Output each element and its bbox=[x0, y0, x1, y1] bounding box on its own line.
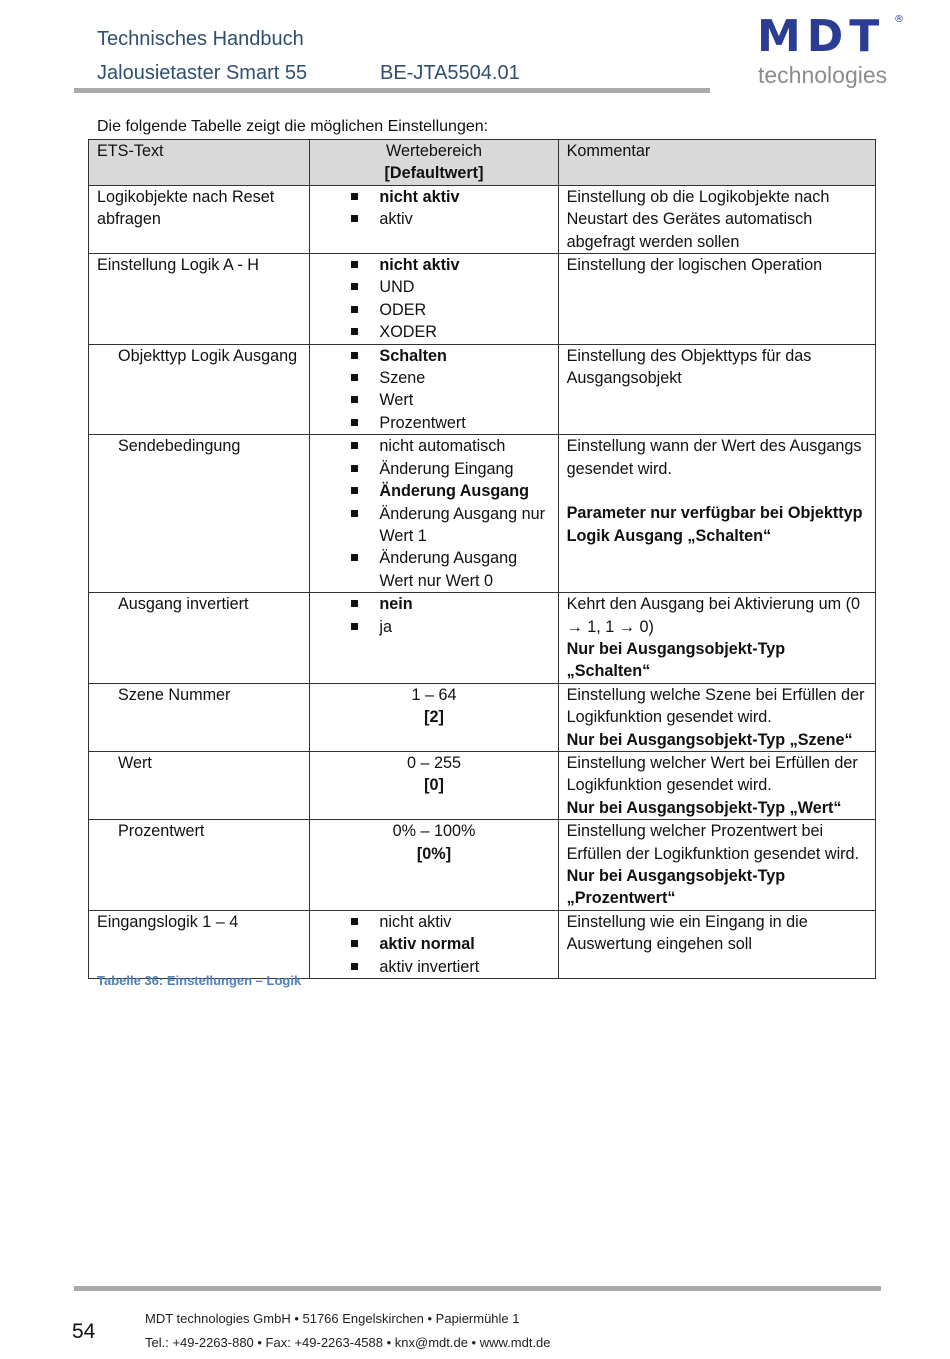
ets-cell: Szene Nummer bbox=[89, 683, 310, 751]
range-cell bbox=[310, 185, 558, 253]
table-row bbox=[89, 593, 876, 684]
option-item: nicht automatisch bbox=[318, 435, 549, 457]
comment-cell: Einstellung ob die Logikobjekte nach Neustart des Gerätes automatisch abgefragt werden sollen bbox=[558, 185, 875, 253]
range-cell bbox=[310, 683, 558, 751]
option-item: aktiv normal bbox=[318, 933, 549, 955]
range-value: 0% – 100% bbox=[392, 822, 476, 841]
option-item: nicht aktiv bbox=[318, 186, 549, 208]
header-ets-text: ETS-Text bbox=[89, 140, 310, 186]
range-cell bbox=[310, 254, 558, 345]
range-cell bbox=[310, 820, 558, 911]
table-row bbox=[89, 344, 876, 435]
comment-text: Einstellung wann der Wert des Ausgangs gesendet wird. bbox=[566, 437, 862, 478]
ets-cell: Prozentwert bbox=[89, 820, 310, 911]
ets-cell: Ausgang invertiert bbox=[89, 593, 310, 684]
footer-divider bbox=[74, 1286, 881, 1291]
range-cell bbox=[310, 344, 558, 435]
range-value: 0 – 255 bbox=[407, 753, 462, 772]
comment-cell bbox=[558, 435, 875, 593]
header-default-label: [Defaultwert] bbox=[384, 164, 484, 183]
range-cell bbox=[310, 751, 558, 819]
option-item: Schalten bbox=[318, 345, 549, 367]
table-row bbox=[89, 910, 876, 978]
comment-text: Kehrt den Ausgang bei Aktivierung um (0 → 1, 1 → 0) bbox=[566, 595, 860, 636]
logo-mark: MDT bbox=[757, 11, 886, 62]
option-item: Änderung Eingang bbox=[318, 458, 549, 480]
default-value: [0%] bbox=[416, 844, 452, 863]
ets-cell: Objekttyp Logik Ausgang bbox=[89, 344, 310, 435]
option-item: nein bbox=[318, 593, 549, 615]
table-row bbox=[89, 683, 876, 751]
comment-note: Nur bei Ausgangsobjekt-Typ „Schalten“ bbox=[566, 639, 786, 681]
header-product: Jalousietaster Smart 55 bbox=[97, 62, 308, 84]
table-row bbox=[89, 254, 876, 345]
range-value: 1 – 64 bbox=[411, 685, 457, 704]
footer-address: MDT technologies GmbH • 51766 Engelskirchen • Papiermühle 1 bbox=[145, 1311, 520, 1326]
option-item: Änderung Ausgang nur Wert 1 bbox=[318, 503, 549, 548]
page-number: 54 bbox=[72, 1320, 96, 1343]
option-item: Wert bbox=[318, 389, 549, 411]
comment-cell bbox=[558, 820, 875, 911]
option-item: nicht aktiv bbox=[318, 911, 549, 933]
option-item: Änderung Ausgang Wert nur Wert 0 bbox=[318, 547, 549, 592]
comment-cell bbox=[558, 593, 875, 684]
range-cell bbox=[310, 435, 558, 593]
comment-note: Parameter nur verfügbar bei Objekttyp Logik Ausgang „Schalten“ bbox=[566, 504, 863, 545]
ets-cell: Logikobjekte nach Reset abfragen bbox=[89, 185, 310, 253]
default-value: [0] bbox=[424, 776, 444, 795]
intro-text: Die folgende Tabelle zeigt die möglichen Einstellungen: bbox=[97, 118, 489, 135]
comment-note: Nur bei Ausgangsobjekt-Typ „Wert“ bbox=[566, 798, 842, 817]
table-row bbox=[89, 435, 876, 593]
option-item: aktiv invertiert bbox=[318, 956, 549, 978]
table-row bbox=[89, 185, 876, 253]
header-title: Technisches Handbuch bbox=[97, 28, 304, 50]
range-cell bbox=[310, 910, 558, 978]
option-item: Änderung Ausgang bbox=[318, 480, 549, 502]
table-caption: Tabelle 36: Einstellungen – Logik bbox=[97, 973, 302, 988]
header-divider bbox=[74, 88, 710, 93]
ets-cell: Eingangslogik 1 – 4 bbox=[89, 910, 310, 978]
logo-subtitle: technologies bbox=[758, 62, 888, 88]
header-value-range-label: Wertebereich bbox=[386, 142, 482, 160]
mdt-logo bbox=[757, 11, 907, 94]
comment-note: Nur bei Ausgangsobjekt-Typ „Szene“ bbox=[566, 730, 853, 749]
comment-cell bbox=[558, 683, 875, 751]
header-code: BE-JTA5504.01 bbox=[380, 62, 520, 84]
footer-contact: Tel.: +49-2263-880 • Fax: +49-2263-4588 • knx@mdt.de • www.mdt.de bbox=[145, 1335, 551, 1350]
settings-table bbox=[88, 139, 876, 979]
option-item: ja bbox=[318, 616, 549, 638]
comment-text: Einstellung welcher Prozentwert bei Erfüllen der Logikfunktion gesendet wird. bbox=[566, 822, 860, 863]
option-item: UND bbox=[318, 276, 549, 298]
header-value-range bbox=[310, 140, 558, 186]
ets-cell: Wert bbox=[89, 751, 310, 819]
comment-cell: Einstellung wie ein Eingang in die Auswertung eingehen soll bbox=[558, 910, 875, 978]
table-header-row bbox=[89, 140, 876, 186]
ets-cell: Einstellung Logik A - H bbox=[89, 254, 310, 345]
option-item: XODER bbox=[318, 321, 549, 343]
logo-registered: ® bbox=[894, 14, 904, 25]
table-row bbox=[89, 820, 876, 911]
range-cell bbox=[310, 593, 558, 684]
option-item: Prozentwert bbox=[318, 412, 549, 434]
comment-note: Nur bei Ausgangsobjekt-Typ „Prozentwert“ bbox=[566, 867, 786, 908]
default-value: [2] bbox=[424, 708, 444, 727]
option-item: ODER bbox=[318, 299, 549, 321]
spacer bbox=[567, 480, 867, 502]
option-item: Szene bbox=[318, 367, 549, 389]
comment-cell: Einstellung der logischen Operation bbox=[558, 254, 875, 345]
comment-cell: Einstellung des Objekttyps für das Ausgangsobjekt bbox=[558, 344, 875, 435]
table-row bbox=[89, 751, 876, 819]
ets-cell: Sendebedingung bbox=[89, 435, 310, 593]
comment-text: Einstellung welcher Wert bei Erfüllen der Logikfunktion gesendet wird. bbox=[566, 753, 858, 795]
header-comment: Kommentar bbox=[558, 140, 875, 186]
option-item: nicht aktiv bbox=[318, 254, 549, 276]
comment-cell bbox=[558, 751, 875, 819]
option-item: aktiv bbox=[318, 208, 549, 230]
comment-text: Einstellung welche Szene bei Erfüllen der Logikfunktion gesendet wird. bbox=[566, 685, 865, 727]
